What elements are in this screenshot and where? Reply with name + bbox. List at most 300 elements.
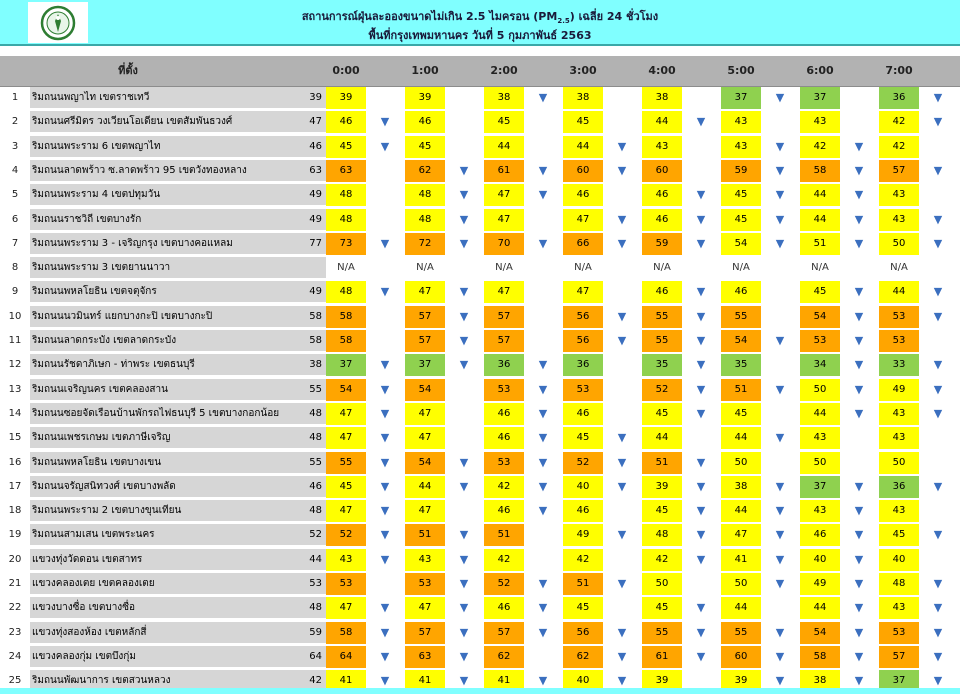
pm25-value-cell: 62	[405, 160, 445, 182]
station-average: 44	[309, 553, 322, 565]
station-name: ริมถนนนวมินทร์ แยกบางกะปิ เขตบางกะปิ	[32, 310, 213, 322]
pm25-value-cell: 58	[326, 622, 366, 644]
pm25-value-cell: 49	[563, 524, 603, 546]
pm25-value-cell: 55	[642, 306, 682, 328]
table-row	[0, 306, 960, 330]
table-row	[0, 476, 960, 500]
pm25-value-cell: 43	[879, 500, 919, 522]
pm25-value-cell: 43	[879, 403, 919, 425]
down-arrow-icon: ▼	[854, 528, 864, 542]
pm25-value-cell: 57	[405, 306, 445, 328]
down-arrow-icon: ▼	[459, 649, 469, 663]
station-name: ริมถนนสามเสน เขตพระนคร	[32, 529, 155, 541]
station-cell	[30, 500, 326, 522]
pm25-value-cell: 47	[405, 597, 445, 619]
down-arrow-icon: ▼	[617, 455, 627, 469]
down-arrow-icon: ▼	[775, 91, 785, 104]
down-arrow-icon: ▼	[696, 625, 706, 639]
down-arrow-icon: ▼	[775, 212, 785, 226]
down-arrow-icon: ▼	[696, 334, 706, 347]
pm25-value-cell: 44	[642, 427, 682, 449]
pm25-value-cell: 49	[879, 379, 919, 401]
station-cell	[30, 330, 326, 352]
down-arrow-icon: ▼	[617, 625, 627, 639]
pm25-value-cell: 43	[879, 184, 919, 206]
station-name: แขวงทุ่งวัดดอน เขตสาทร	[32, 553, 143, 565]
pm25-value-cell: 44	[879, 281, 919, 303]
down-arrow-icon: ▼	[933, 285, 943, 299]
station-average: 39	[309, 92, 322, 103]
down-arrow-icon: ▼	[933, 115, 943, 129]
row-number: 16	[8, 456, 22, 468]
pm25-value-cell: 52	[484, 573, 524, 595]
table-row	[0, 379, 960, 403]
down-arrow-icon: ▼	[933, 358, 943, 372]
row-number: 20	[8, 553, 22, 565]
time-header-4-00: 4:00	[648, 64, 676, 77]
down-arrow-icon: ▼	[933, 577, 943, 590]
pm25-value-cell: 46	[563, 403, 603, 425]
row-number: 11	[8, 335, 22, 346]
pm25-value-cell: 48	[326, 184, 366, 206]
pm25-value-cell: 41	[405, 670, 445, 692]
row-number: 17	[8, 480, 22, 492]
down-arrow-icon: ▼	[696, 382, 706, 396]
row-number: 15	[8, 432, 22, 444]
row-number: 3	[11, 140, 19, 152]
pm25-value-cell: 45	[642, 403, 682, 425]
station-average: 63	[309, 164, 322, 176]
pm25-value-cell: N/A	[653, 262, 671, 274]
station-name: ริมถนนพระราม 2 เขตบางขุนเทียน	[32, 505, 182, 517]
pm25-value-cell: 44	[800, 184, 840, 206]
pm25-value-cell: 47	[484, 184, 524, 206]
station-cell	[30, 646, 326, 668]
pm25-value-cell: 52	[642, 379, 682, 401]
down-arrow-icon: ▼	[617, 649, 627, 663]
down-arrow-icon: ▼	[617, 309, 627, 323]
table-header-row	[0, 56, 960, 87]
pm25-value-cell: 35	[642, 354, 682, 376]
station-average: 49	[309, 189, 322, 201]
down-arrow-icon: ▼	[854, 601, 864, 615]
station-cell	[30, 136, 326, 158]
pm25-value-cell: 44	[800, 597, 840, 619]
pm25-value-cell: 44	[800, 403, 840, 425]
pm25-value-cell: 48	[326, 281, 366, 303]
station-average: 48	[309, 407, 322, 419]
down-arrow-icon: ▼	[854, 188, 864, 202]
pm25-value-cell: 63	[405, 646, 445, 668]
table-row	[0, 87, 960, 111]
pm25-value-cell: 47	[563, 209, 603, 231]
pm25-value-cell: 55	[642, 330, 682, 352]
pm25-value-cell: 44	[721, 500, 761, 522]
pm25-value-cell: 40	[800, 549, 840, 571]
pm25-value-cell: 34	[800, 354, 840, 376]
row-number: 8	[11, 262, 19, 274]
down-arrow-icon: ▼	[380, 649, 390, 663]
station-name: ริมถนนลาดพร้าว ซ.ลาดพร้าว 95 เขตวังทองหลาง	[32, 164, 247, 176]
station-cell	[30, 184, 326, 206]
pm25-value-cell: 47	[405, 281, 445, 303]
down-arrow-icon: ▼	[696, 552, 706, 566]
pm25-value-cell: 66	[563, 233, 603, 255]
down-arrow-icon: ▼	[538, 431, 548, 445]
pm25-value-cell: 39	[326, 87, 366, 109]
pm25-value-cell: 48	[642, 524, 682, 546]
station-name: ริมถนนพัฒนาการ เขตสวนหลวง	[32, 675, 171, 687]
pm25-value-cell: 55	[721, 622, 761, 644]
pm25-value-cell: 47	[326, 403, 366, 425]
down-arrow-icon: ▼	[459, 552, 469, 566]
row-number: 5	[11, 189, 19, 201]
station-name: ริมถนนพหลโยธิน เขตจตุจักร	[32, 286, 157, 298]
down-arrow-icon: ▼	[459, 601, 469, 615]
down-arrow-icon: ▼	[775, 382, 785, 396]
page-header	[0, 0, 960, 46]
pm25-value-cell: 50	[879, 452, 919, 474]
pm25-value-cell: 51	[563, 573, 603, 595]
station-average: 55	[309, 456, 322, 468]
down-arrow-icon: ▼	[854, 552, 864, 566]
down-arrow-icon: ▼	[380, 285, 390, 299]
station-name: ริมถนนพญาไท เขตราชเทวี	[32, 92, 150, 103]
down-arrow-icon: ▼	[854, 139, 864, 153]
table-row	[0, 233, 960, 257]
pm25-value-cell: 44	[721, 597, 761, 619]
down-arrow-icon: ▼	[775, 188, 785, 202]
station-cell	[30, 452, 326, 474]
down-arrow-icon: ▼	[933, 382, 943, 396]
pm25-value-cell: 37	[405, 354, 445, 376]
pm25-value-cell: 45	[721, 184, 761, 206]
down-arrow-icon: ▼	[459, 625, 469, 639]
pm25-value-cell: 42	[642, 549, 682, 571]
pm25-value-cell: N/A	[574, 262, 592, 274]
row-number: 13	[8, 383, 22, 395]
page-title: สถานการณ์ฝุ่นละอองขนาดไม่เกิน 2.5 ไมครอน $(PM_{2.5})$ เฉลี่ย 24 ชั่วโมง	[301, 10, 659, 26]
pm25-value-cell: 42	[800, 136, 840, 158]
pm25-value-cell: 54	[800, 306, 840, 328]
down-arrow-icon: ▼	[380, 674, 390, 688]
pm25-value-cell: 47	[405, 500, 445, 522]
pm25-value-cell: N/A	[811, 262, 829, 274]
pm25-value-cell: 45	[326, 476, 366, 498]
pm25-value-cell: 46	[326, 111, 366, 133]
down-arrow-icon: ▼	[617, 236, 627, 250]
pm25-value-cell: 35	[721, 354, 761, 376]
pm25-value-cell: 43	[800, 500, 840, 522]
pm25-value-cell: 46	[484, 427, 524, 449]
row-number: 1	[11, 92, 19, 103]
pm25-value-cell: 45	[642, 597, 682, 619]
down-arrow-icon: ▼	[696, 479, 706, 493]
down-arrow-icon: ▼	[538, 236, 548, 250]
time-header-3-00: 3:00	[569, 64, 597, 77]
down-arrow-icon: ▼	[459, 285, 469, 299]
station-name: ริมถนนรัชดาภิเษก - ท่าพระ เขตธนบุรี	[32, 359, 195, 371]
station-average: 64	[309, 650, 322, 662]
location-header: ที่ตั้ง	[118, 64, 138, 77]
station-cell	[30, 160, 326, 182]
pm25-value-cell: 48	[879, 573, 919, 595]
down-arrow-icon: ▼	[380, 139, 390, 153]
table-row	[0, 524, 960, 548]
pm25-value-cell: 45	[879, 524, 919, 546]
pm25-value-cell: 47	[326, 500, 366, 522]
station-cell	[30, 524, 326, 546]
down-arrow-icon: ▼	[380, 479, 390, 493]
row-number: 7	[11, 237, 19, 249]
pm25-value-cell: 39	[642, 476, 682, 498]
pm25-value-cell: 49	[800, 573, 840, 595]
pm25-value-cell: 42	[484, 549, 524, 571]
station-name: ริมถนนพระราม 4 เขตปทุมวัน	[32, 189, 161, 201]
station-cell	[30, 354, 326, 376]
down-arrow-icon: ▼	[380, 455, 390, 469]
down-arrow-icon: ▼	[459, 163, 469, 177]
pm25-value-cell: 44	[484, 136, 524, 158]
pm25-value-cell: 57	[879, 160, 919, 182]
table-row	[0, 403, 960, 427]
table-row	[0, 257, 960, 281]
pm25-value-cell: 43	[879, 427, 919, 449]
pm25-value-cell: 46	[405, 111, 445, 133]
pm25-value-cell: 46	[563, 500, 603, 522]
down-arrow-icon: ▼	[854, 309, 864, 323]
pm25-value-cell: 48	[326, 209, 366, 231]
pm25-value-cell: 46	[642, 281, 682, 303]
station-cell	[30, 379, 326, 401]
station-average: 58	[309, 335, 322, 346]
pm25-value-cell: 43	[879, 209, 919, 231]
row-number: 23	[8, 626, 22, 638]
down-arrow-icon: ▼	[775, 504, 785, 518]
station-average: 46	[309, 140, 322, 152]
pm25-value-cell: 51	[484, 524, 524, 546]
down-arrow-icon: ▼	[617, 674, 627, 688]
table-row	[0, 111, 960, 135]
down-arrow-icon: ▼	[696, 309, 706, 323]
down-arrow-icon: ▼	[459, 309, 469, 323]
pm25-value-cell: 53	[879, 306, 919, 328]
down-arrow-icon: ▼	[854, 285, 864, 299]
pm25-value-cell: 54	[405, 379, 445, 401]
pm25-value-cell: 40	[879, 549, 919, 571]
station-average: 77	[309, 237, 322, 249]
station-cell	[30, 111, 326, 133]
down-arrow-icon: ▼	[854, 406, 864, 420]
station-average: 59	[309, 626, 322, 638]
down-arrow-icon: ▼	[617, 577, 627, 590]
pm25-value-cell: 45	[642, 500, 682, 522]
pm25-value-cell: 61	[484, 160, 524, 182]
down-arrow-icon: ▼	[933, 91, 943, 104]
pm25-value-cell: N/A	[495, 262, 513, 274]
pm25-value-cell: 53	[879, 330, 919, 352]
pm25-value-cell: 44	[405, 476, 445, 498]
down-arrow-icon: ▼	[696, 358, 706, 372]
pm25-value-cell: 45	[405, 136, 445, 158]
station-average: 49	[309, 213, 322, 225]
pm25-value-cell: 44	[721, 427, 761, 449]
station-name: ริมถนนเจริญนคร เขตคลองสาน	[32, 383, 168, 395]
down-arrow-icon: ▼	[617, 431, 627, 445]
down-arrow-icon: ▼	[617, 163, 627, 177]
pm25-value-cell: 48	[405, 209, 445, 231]
down-arrow-icon: ▼	[933, 674, 943, 688]
down-arrow-icon: ▼	[617, 212, 627, 226]
down-arrow-icon: ▼	[538, 455, 548, 469]
pm25-value-cell: 46	[721, 281, 761, 303]
table-row	[0, 184, 960, 208]
down-arrow-icon: ▼	[459, 358, 469, 372]
pm25-value-cell: 51	[642, 452, 682, 474]
pm25-value-cell: 58	[800, 646, 840, 668]
down-arrow-icon: ▼	[775, 674, 785, 688]
pm25-value-cell: 52	[326, 524, 366, 546]
table-row	[0, 452, 960, 476]
pm25-value-cell: 43	[879, 597, 919, 619]
pm25-value-cell: N/A	[732, 262, 750, 274]
station-cell	[30, 549, 326, 571]
station-cell	[30, 306, 326, 328]
pm25-value-cell: 41	[484, 670, 524, 692]
station-name: แขวงคลองเตย เขตคลองเตย	[32, 578, 155, 589]
row-number: 2	[11, 116, 19, 128]
time-header-1-00: 1:00	[411, 64, 439, 77]
pm25-value-cell: 57	[484, 306, 524, 328]
down-arrow-icon: ▼	[617, 334, 627, 347]
pm25-value-cell: 50	[721, 452, 761, 474]
down-arrow-icon: ▼	[380, 358, 390, 372]
row-number: 14	[8, 407, 22, 419]
pm25-value-cell: 45	[800, 281, 840, 303]
down-arrow-icon: ▼	[854, 382, 864, 396]
pm25-value-cell: 54	[326, 379, 366, 401]
down-arrow-icon: ▼	[696, 649, 706, 663]
pm25-value-cell: 58	[326, 330, 366, 352]
down-arrow-icon: ▼	[459, 188, 469, 202]
station-name: แขวงคลองกุ่ม เขตบึงกุ่ม	[32, 650, 136, 662]
pm25-value-cell: 57	[405, 330, 445, 352]
pm25-value-cell: 38	[484, 87, 524, 109]
down-arrow-icon: ▼	[854, 212, 864, 226]
down-arrow-icon: ▼	[617, 139, 627, 153]
down-arrow-icon: ▼	[380, 528, 390, 542]
station-name: ริมถนนพระราม 6 เขตพญาไท	[32, 140, 161, 152]
down-arrow-icon: ▼	[775, 431, 785, 445]
down-arrow-icon: ▼	[933, 163, 943, 177]
pm25-value-cell: 55	[326, 452, 366, 474]
station-name: ริมถนนซอยจัดเรือนบ้านพักรถไฟธนบุรี 5 เขตบางกอกน้อย	[32, 407, 280, 419]
down-arrow-icon: ▼	[538, 163, 548, 177]
down-arrow-icon: ▼	[696, 115, 706, 129]
pm25-value-cell: 39	[642, 670, 682, 692]
station-average: 58	[309, 310, 322, 322]
pm25-value-cell: N/A	[890, 262, 908, 274]
pm25-value-cell: 60	[563, 160, 603, 182]
down-arrow-icon: ▼	[854, 334, 864, 347]
station-cell	[30, 233, 326, 255]
down-arrow-icon: ▼	[775, 649, 785, 663]
station-average: 53	[309, 578, 322, 589]
pm25-value-cell: 47	[405, 427, 445, 449]
pm25-value-cell: 50	[879, 233, 919, 255]
pm25-value-cell: 50	[800, 379, 840, 401]
down-arrow-icon: ▼	[696, 188, 706, 202]
row-number: 18	[8, 505, 22, 517]
down-arrow-icon: ▼	[459, 212, 469, 226]
row-number: 6	[11, 213, 19, 225]
station-average: 52	[309, 529, 322, 541]
pm25-value-cell: 53	[879, 622, 919, 644]
row-number: 21	[8, 578, 22, 589]
pm25-value-cell: 50	[642, 573, 682, 595]
pm25-value-cell: 36	[879, 476, 919, 498]
down-arrow-icon: ▼	[854, 479, 864, 493]
pm25-value-cell: 54	[721, 330, 761, 352]
pm25-value-cell: 33	[879, 354, 919, 376]
pm25-value-cell: 38	[563, 87, 603, 109]
pm25-value-cell: 47	[326, 597, 366, 619]
down-arrow-icon: ▼	[538, 91, 548, 104]
table-row	[0, 427, 960, 451]
down-arrow-icon: ▼	[933, 601, 943, 615]
down-arrow-icon: ▼	[380, 236, 390, 250]
row-number: 19	[8, 529, 22, 541]
down-arrow-icon: ▼	[933, 649, 943, 663]
down-arrow-icon: ▼	[538, 674, 548, 688]
pm25-value-cell: 45	[563, 597, 603, 619]
down-arrow-icon: ▼	[933, 406, 943, 420]
station-name: ริมถนนศรีมิตร วงเวียนโอเดียน เขตสัมพันธวงศ์	[32, 116, 233, 128]
station-cell	[30, 427, 326, 449]
pm25-value-cell: 45	[484, 111, 524, 133]
down-arrow-icon: ▼	[775, 139, 785, 153]
pm25-value-cell: 36	[484, 354, 524, 376]
pm25-value-cell: N/A	[416, 262, 434, 274]
down-arrow-icon: ▼	[854, 577, 864, 590]
pm25-value-cell: 38	[721, 476, 761, 498]
pm25-value-cell: 73	[326, 233, 366, 255]
down-arrow-icon: ▼	[459, 674, 469, 688]
station-name: ริมถนนราชวิถี เขตบางรัก	[32, 213, 142, 225]
pm25-value-cell: 45	[326, 136, 366, 158]
time-header-7-00: 7:00	[885, 64, 913, 77]
down-arrow-icon: ▼	[854, 163, 864, 177]
pm25-value-cell: 37	[721, 87, 761, 109]
pm25-value-cell: 57	[484, 330, 524, 352]
pm25-value-cell: 57	[405, 622, 445, 644]
down-arrow-icon: ▼	[696, 455, 706, 469]
row-number: 10	[8, 310, 22, 322]
pm25-value-cell: 47	[563, 281, 603, 303]
down-arrow-icon: ▼	[538, 504, 548, 518]
pm25-value-cell: 54	[721, 233, 761, 255]
down-arrow-icon: ▼	[380, 552, 390, 566]
pm25-value-cell: 60	[642, 160, 682, 182]
down-arrow-icon: ▼	[380, 504, 390, 518]
table-row	[0, 597, 960, 621]
row-number: 25	[8, 675, 22, 687]
pm25-value-cell: 37	[879, 670, 919, 692]
down-arrow-icon: ▼	[696, 406, 706, 420]
pm25-value-cell: 53	[800, 330, 840, 352]
station-name: ริมถนนเพชรเกษม เขตภาษีเจริญ	[32, 432, 171, 444]
pm25-value-cell: 43	[721, 136, 761, 158]
